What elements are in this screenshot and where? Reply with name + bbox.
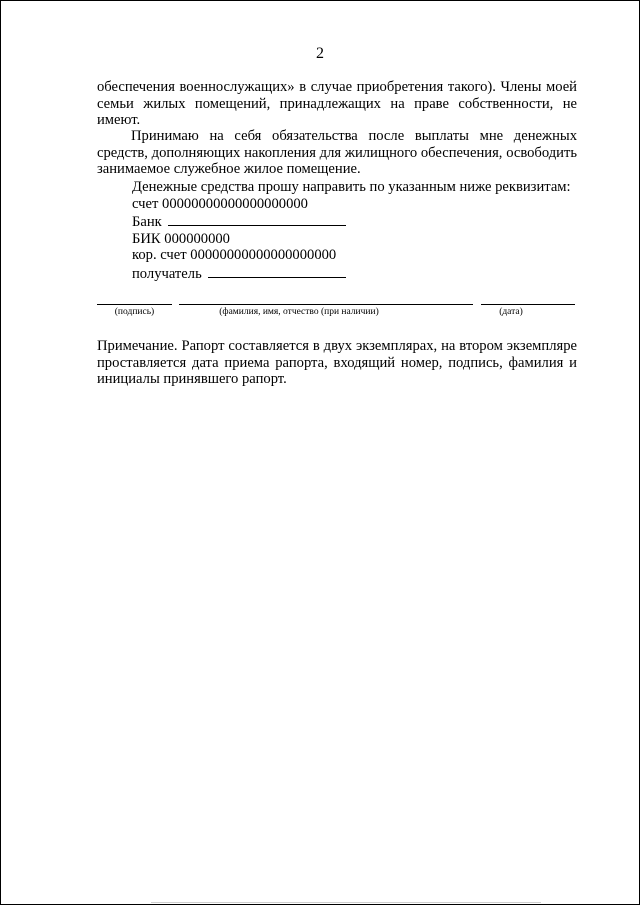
requisites-block: [132, 179, 571, 282]
recipient-row: [132, 264, 571, 283]
date-line: [481, 304, 575, 305]
bank-label: Банк: [132, 214, 162, 230]
paragraph-family-housing: обеспечения военнослужащих» в случае приобретения такого). Члены моей семьи жилых помещений, принадлежащих на праве собственности, не имеют.: [97, 79, 577, 128]
paragraph-obligations: Принимаю на себя обязательства после выплаты мне денежных средств, дополняющих накопления для жилищного обеспечения, освободить занимаемое служебное жилое помещение.: [97, 128, 577, 177]
full-name-line: [179, 304, 473, 305]
bank-row: [132, 212, 571, 231]
note-paragraph: Примечание. Рапорт составляется в двух экземплярах, на втором экземпляре проставляется дата приема рапорта, входящий номер, подпись, фамилия и инициалы принявшего рапорт.: [97, 338, 577, 387]
recipient-blank-line: [208, 264, 346, 278]
scan-edge-line: [151, 902, 541, 903]
recipient-label: получатель: [132, 265, 202, 282]
date-caption: (дата): [499, 307, 523, 317]
page-number: 2: [316, 45, 324, 62]
requisites-intro: Денежные средства прошу направить по указанным ниже реквизитам:: [132, 179, 571, 195]
account-number: счет 00000000000000000000: [132, 195, 308, 212]
full-name-caption: (фамилия, имя, отчество (при наличии): [219, 307, 379, 317]
bik-number: БИК 000000000: [132, 230, 230, 247]
bank-blank-line: [168, 212, 346, 226]
signature-caption: (подпись): [114, 307, 155, 317]
signature-line: [97, 304, 172, 305]
corr-account-number: кор. счет 00000000000000000000: [132, 247, 337, 263]
